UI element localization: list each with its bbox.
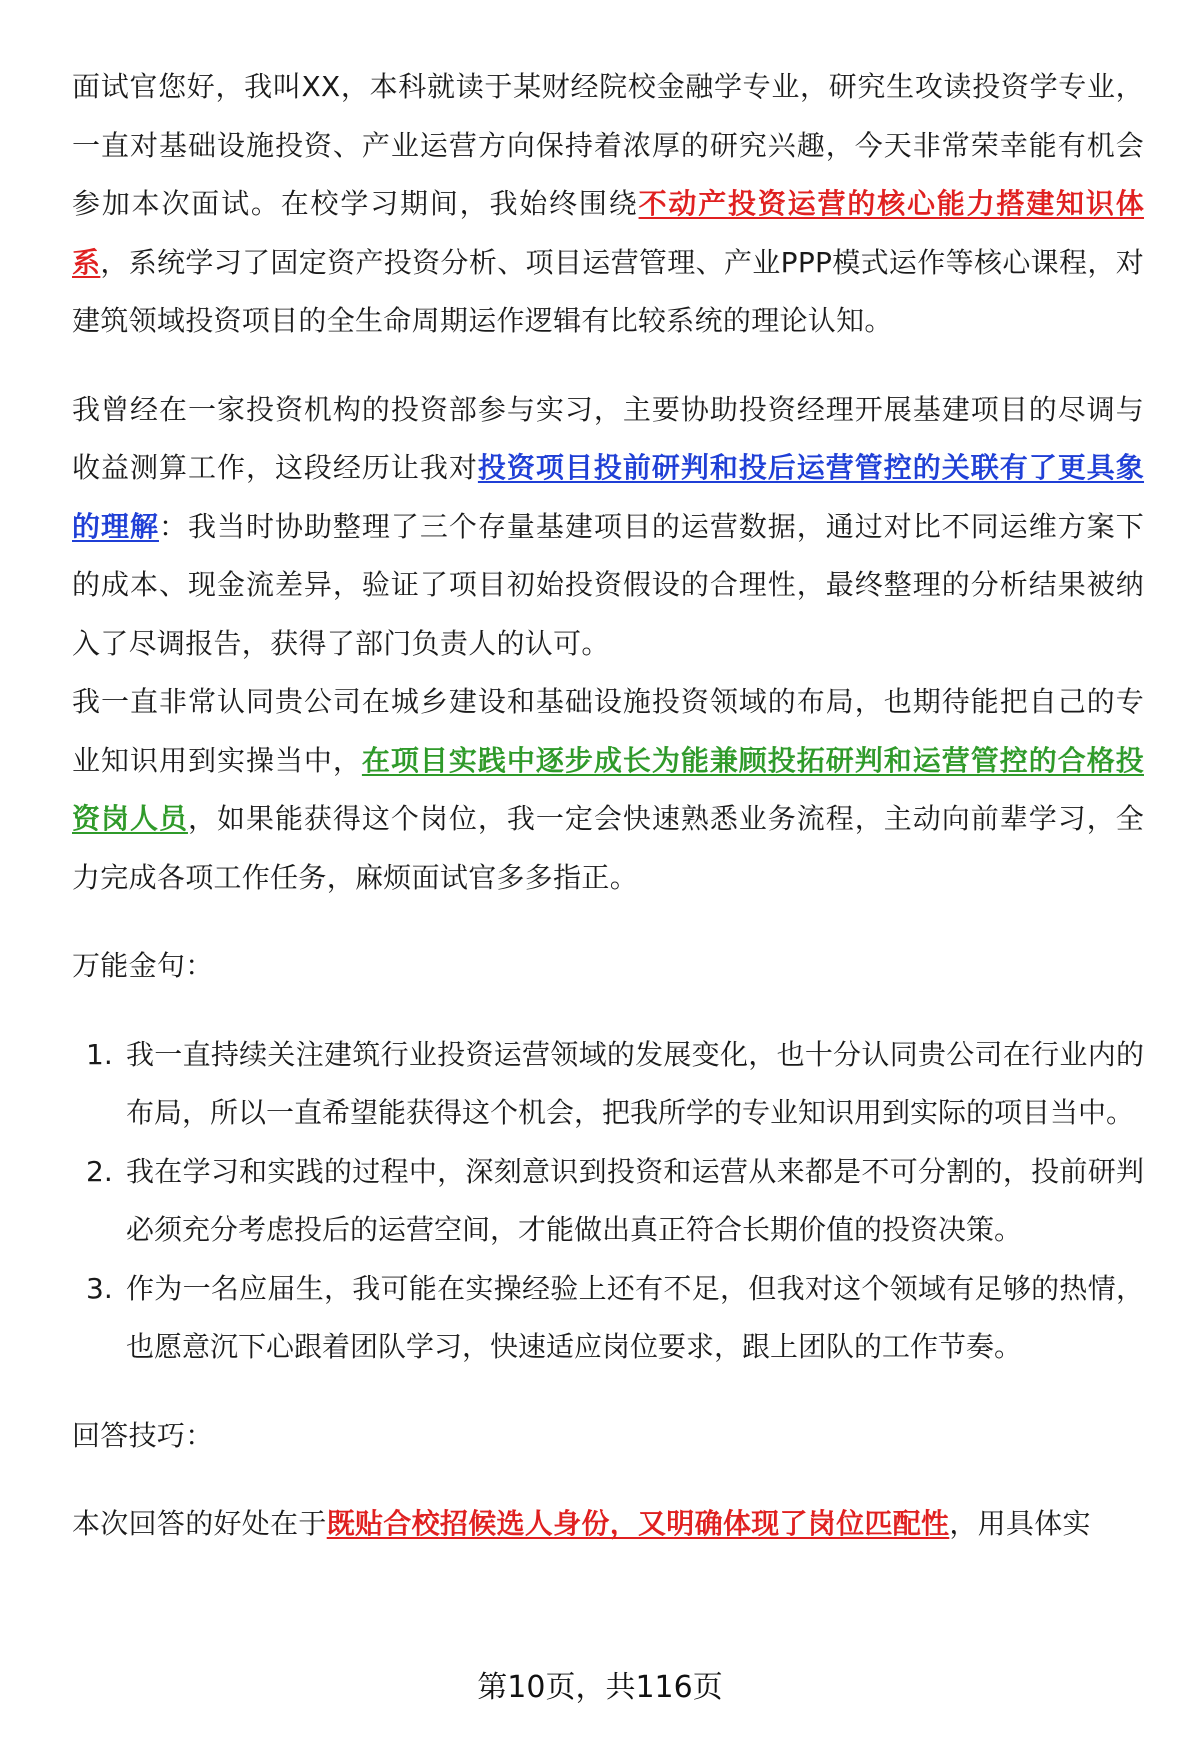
internship-paragraph <box>72 381 1144 674</box>
tips-text-cont: ，用具体实 <box>949 1507 1091 1540</box>
list-number: 3. <box>86 1271 113 1305</box>
internship-text-cont: ：我当时协助整理了三个存量基建项目的运营数据，通过对比不同运维方案下的成本、现金流差异，验证了项目初始投资假设的合理性，最终整理的分析结果被纳入了尽调报告，获得了部门负责人的认可。 <box>72 509 1144 660</box>
tips-paragraph <box>72 1495 1144 1554</box>
list-item <box>72 1143 1144 1260</box>
tips-title: 回答技巧： <box>72 1418 214 1452</box>
list-item <box>72 1260 1144 1377</box>
list-number: 1. <box>86 1037 113 1071</box>
motivation-text-cont: ，如果能获得这个岗位，我一定会快速熟悉业务流程，主动向前辈学习，全力完成各项工作任务，麻烦面试官多多指正。 <box>72 802 1144 894</box>
highlight-red: 既贴合校招候选人身份，又明确体现了岗位匹配性 <box>326 1507 950 1540</box>
list-text: 我一直持续关注建筑行业投资运营领域的发展变化，也十分认同贵公司在行业内的布局，所以一直希望能获得这个机会，把我所学的专业知识用到实际的项目当中。 <box>126 1037 1144 1129</box>
intro-text: 面试官您好，我叫XX，本科就读于某财经院校金融学专业，研究生攻读投资学专业，一直对基础设施投资、产业运营方向保持着浓厚的研究兴趣，今天非常荣幸能有机会参加本次面试。在校学习期间，我始终围绕 <box>72 70 1144 220</box>
highlight-green: 在项目实践中逐步成长为能兼顾投拓研判和运营管控的合格投资岗人员 <box>72 743 1144 835</box>
list-text: 我在学习和实践的过程中，深刻意识到投资和运营从来都是不可分割的，投前研判必须充分考虑投后的运营空间，才能做出真正符合长期价值的投资决策。 <box>126 1154 1144 1246</box>
highlight-blue: 投资项目投前研判和投后运营管控的关联有了更具象的理解 <box>72 451 1145 543</box>
list-item <box>72 1026 1144 1143</box>
golden-list <box>72 1026 1144 1377</box>
internship-text: 我曾经在一家投资机构的投资部参与实习，主要协助投资经理开展基建项目的尽调与收益测算工作，这段经历让我对 <box>72 392 1144 484</box>
list-text: 作为一名应届生，我可能在实操经验上还有不足，但我对这个领域有足够的热情，也愿意沉下心跟着团队学习，快速适应岗位要求，跟上团队的工作节奏。 <box>126 1271 1144 1363</box>
list-number: 2. <box>86 1154 113 1188</box>
intro-paragraph <box>72 58 1144 351</box>
highlight-red: 不动产投资运营的核心能力搭建知识体系 <box>72 187 1144 279</box>
motivation-paragraph <box>72 673 1144 907</box>
page-footer: 第10页，共116页 <box>477 1670 723 1705</box>
intro-text-cont: ，系统学习了固定资产投资分析、项目运营管理、产业PPP模式运作等核心课程，对建筑领域投资项目的全生命周期运作逻辑有比较系统的理论认知。 <box>72 245 1144 337</box>
tips-text: 本次回答的好处在于 <box>72 1507 327 1540</box>
motivation-text: 我一直非常认同贵公司在城乡建设和基础设施投资领域的布局，也期待能把自己的专业知识用到实操当中， <box>72 685 1144 777</box>
document-body <box>72 58 1144 1554</box>
golden-title: 万能金句： <box>72 949 214 982</box>
